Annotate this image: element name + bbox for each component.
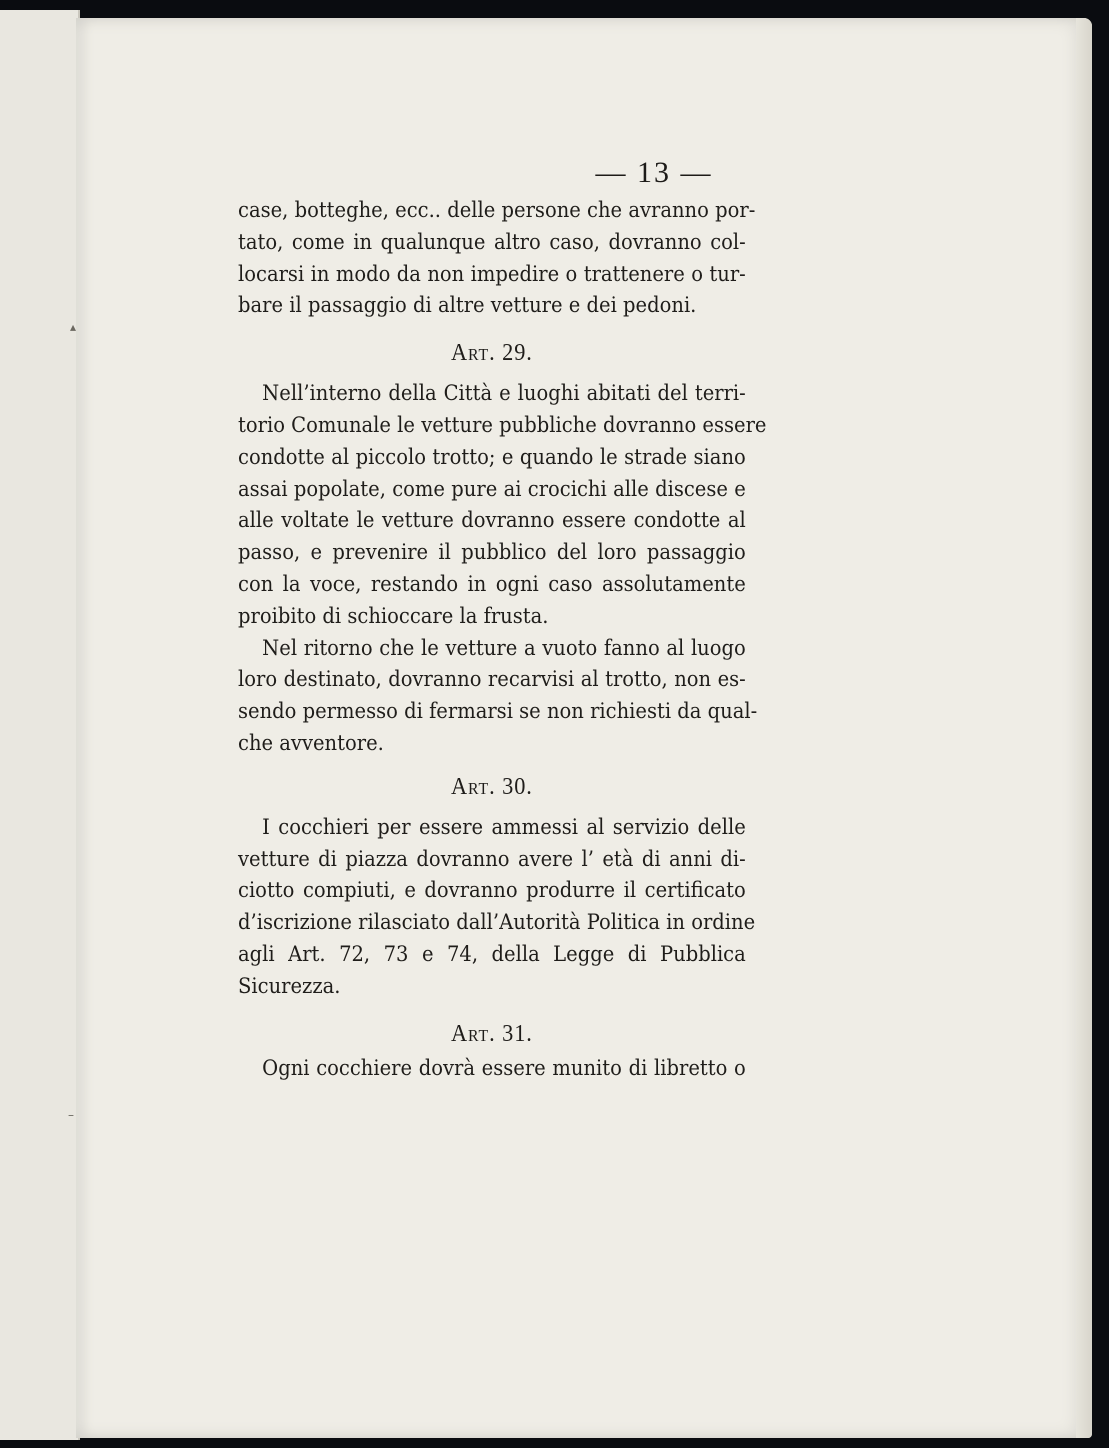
text-line: Sicurezza. bbox=[238, 973, 341, 998]
text-line: I cocchieri per essere ammessi al servizio delle bbox=[262, 814, 746, 839]
text-line: tato, come in qualunque altro caso, dovranno col- bbox=[238, 229, 746, 254]
text-line: d’iscrizione rilasciato dall’Autorità Politica in ordine bbox=[238, 910, 756, 935]
text-line: che avventore. bbox=[238, 730, 384, 755]
article-31-heading: Art. 31. bbox=[450, 1020, 533, 1047]
text-line: vetture di piazza dovranno avere l’ età di anni di- bbox=[238, 846, 746, 871]
text-line: proibito di schioccare la frusta. bbox=[238, 603, 549, 628]
text-line: passo, e prevenire il pubblico del loro passaggio bbox=[238, 540, 746, 565]
binding-mark: ▴ bbox=[70, 320, 77, 334]
text-line: Nell’interno della Città e luoghi abitati del terri- bbox=[262, 381, 746, 406]
text-line: loro destinato, dovranno recarvisi al trotto, non es- bbox=[238, 667, 746, 692]
binding-mark: – bbox=[68, 1108, 74, 1122]
text-line: case, botteghe, ecc.. delle persone che avranno por- bbox=[238, 198, 756, 222]
text-line: sendo permesso di fermarsi se non richiesti da qual- bbox=[238, 699, 758, 724]
text-line: Nel ritorno che le vetture a vuoto fanno al luogo bbox=[262, 635, 746, 660]
text-line: ciotto compiuti, e dovranno produrre il certificato bbox=[238, 878, 746, 903]
text-line: Ogni cocchiere dovrà essere munito di libretto o bbox=[262, 1055, 746, 1080]
text-line: locarsi in modo da non impedire o trattenere o tur- bbox=[238, 261, 746, 286]
page-body bbox=[238, 195, 767, 1084]
text-line: bare il passaggio di altre vetture e dei pedoni. bbox=[238, 293, 697, 318]
page-edge-shadow bbox=[1076, 18, 1092, 1438]
text-line: agli Art. 72, 73 e 74, della Legge di Pubblica bbox=[238, 941, 746, 966]
page-number: — 13 — bbox=[595, 156, 713, 189]
text-line: alle voltate le vetture dovranno essere condotte al bbox=[238, 508, 746, 533]
previous-page-edge bbox=[0, 10, 80, 1440]
text-line: assai popolate, come pure ai crocichi alle discese e bbox=[238, 476, 746, 501]
article-30-heading: Art. 30. bbox=[450, 773, 533, 800]
text-line: torio Comunale le vetture pubbliche dovranno essere bbox=[238, 412, 767, 437]
text-line: condotte al piccolo trotto; e quando le strade siano bbox=[238, 444, 746, 469]
text-line: con la voce, restando in ogni caso assolutamente bbox=[238, 571, 746, 596]
article-29-heading: Art. 29. bbox=[450, 340, 533, 367]
